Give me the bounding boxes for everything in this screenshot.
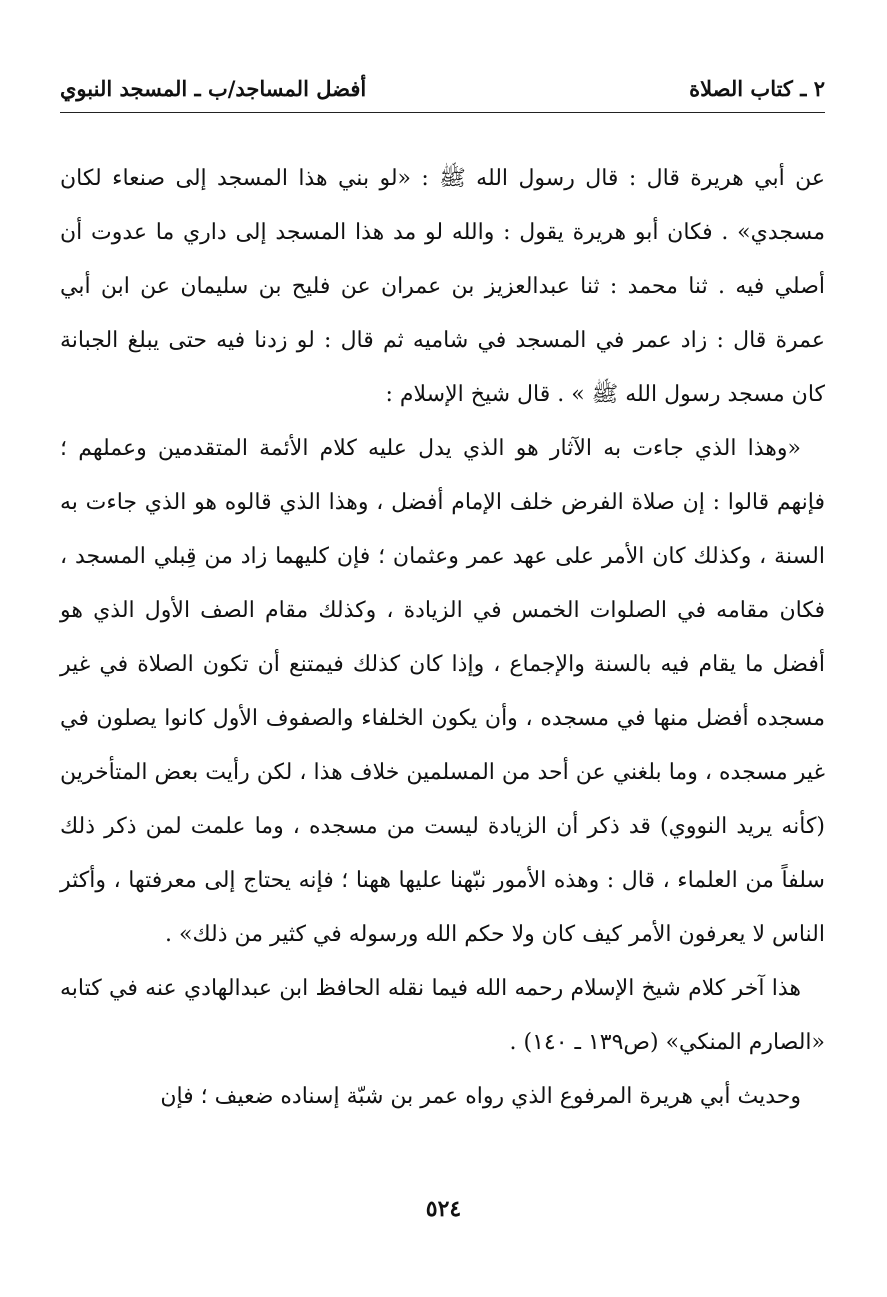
paragraph-hadith: عن أبي هريرة قال : قال رسول الله ﷺ : «لو بني هذا المسجد إلى صنعاء لكان مسجدي» . فكان أبو هريرة يقول : والله لو مد هذا المسجد إلى داري ما عدوت أن أصلي فيه . ثنا محمد : ثنا عبدالعزيز بن عمران عن فليح بن سليمان عن ابن أبي عمرة قال : زاد عمر في المسجد في شاميه ثم قال : لو زدنا فيه حتى يبلغ الجبانة كان مسجد رسول الله ﷺ » . قال شيخ الإسلام : (60, 166, 825, 407)
section-title: أفضل المساجد/ب ـ المسجد النبوي (60, 75, 367, 101)
paragraph-continuation: وحديث أبي هريرة المرفوع الذي رواه عمر بن شبّة إسناده ضعيف ؛ فإن (160, 1084, 801, 1109)
paragraph-quotation: «وهذا الذي جاءت به الآثار هو الذي يدل عليه كلام الأئمة المتقدمين وعملهم ؛ فإنهم قالوا : إن صلاة الفرض خلف الإمام أفضل ، وهذا الذي قالوه هو الذي جاءت به السنة ، وكذلك كان الأمر على عهد عمر وعثمان ؛ فإن كليهما زاد من قِبلي المسجد ، فكان مقامه في الصلوات الخمس في الزيادة ، وكذلك مقام الصف الأول الذي هو أفضل ما يقام فيه بالسنة والإجماع ، وإذا كان كذلك فيمتنع أن تكون الصلاة في غير مسجده أفضل منها في مسجده ، وأن يكون الخلفاء والصفوف الأول كانوا يصلون في غير مسجده ، وما بلغني عن أحد من المسلمين خلاف هذا ، لكن رأيت بعض المتأخرين (كأنه يريد النووي) قد ذكر أن الزيادة ليست من مسجده ، وما علمت لمن ذكر ذلك سلفاً من العلماء ، قال : وهذه الأمور نبّهنا عليها ههنا ؛ فإنه يحتاج إلى معرفتها ، وأكثر الناس لا يعرفون الأمر كيف كان ولا حكم الله ورسوله في كثير من ذلك» . (60, 436, 825, 947)
paragraph-source-note: هذا آخر كلام شيخ الإسلام رحمه الله فيما نقله الحافظ ابن عبدالهادي عنه في كتابه «الصارم المنكي» (ص١٣٩ ـ ١٤٠) . (60, 976, 825, 1055)
chapter-title: ٢ ـ كتاب الصلاة (689, 75, 825, 101)
header-rule (60, 112, 825, 113)
running-header (60, 72, 825, 104)
page-number: ٥٢٤ (425, 1196, 462, 1222)
main-text (60, 152, 825, 1124)
